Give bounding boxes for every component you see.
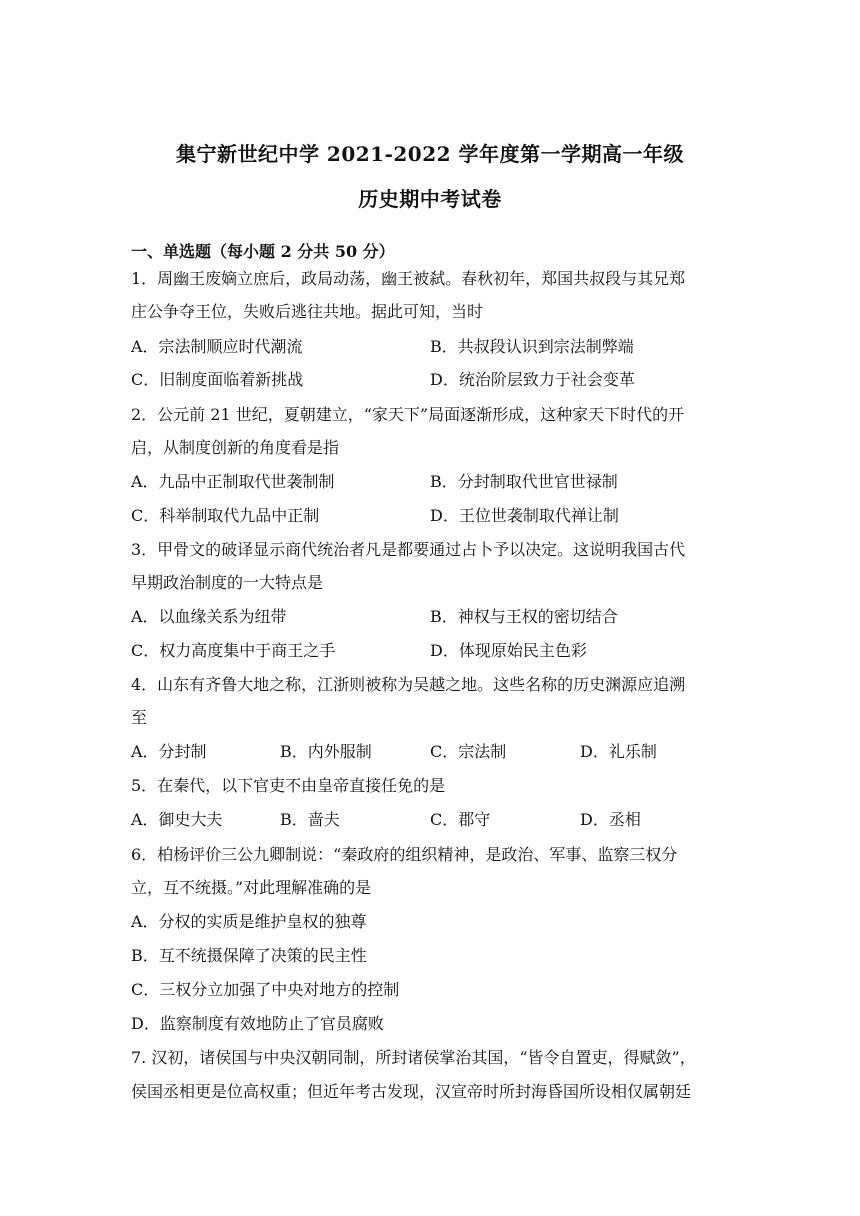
question-2-option-d: D．王位世袭制取代禅让制: [430, 506, 619, 525]
question-3-option-b: B．神权与王权的密切结合: [430, 607, 618, 626]
question-2-option-a: A．九品中正制取代世袭制制: [131, 472, 335, 491]
question-1-option-d: D．统治阶层致力于社会变革: [430, 370, 635, 389]
question-5-option-d: D．丞相: [580, 810, 641, 829]
question-4-option-c: C．宗法制: [430, 742, 507, 761]
question-1-option-b: B．共叔段认识到宗法制弊端: [430, 337, 634, 356]
question-4-option-a: A．分封制: [131, 742, 207, 761]
question-7-line-2: 侯国丞相更是位高权重；但近年考古发现，汉宣帝时所封海昏国所设相仅属朝廷: [131, 1082, 692, 1101]
question-7-line-1: 7. 汉初，诸侯国与中央汉朝同制，所封诸侯掌治其国，“皆令自置吏，得赋敛”，: [131, 1048, 696, 1067]
question-4-line-1: 4．山东有齐鲁大地之称，江浙则被称为吴越之地。这些名称的历史渊源应追溯: [131, 675, 686, 694]
question-3-line-1: 3．甲骨文的破译显示商代统治者凡是都要通过占卜予以决定。这说明我国古代: [131, 540, 686, 559]
question-4-line-2: 至: [131, 708, 148, 727]
question-3-line-2: 早期政治制度的一大特点是: [131, 573, 324, 592]
question-5-option-c: C．郡守: [430, 810, 491, 829]
question-1-line-2: 庄公争夺王位，失败后逃往共地。据此可知，当时: [131, 302, 484, 321]
question-3-option-c: C．权力高度集中于商王之手: [131, 641, 336, 660]
question-2-line-1: 2．公元前 21 世纪，夏朝建立，“家天下”局面逐渐形成，这种家天下时代的开: [131, 405, 685, 424]
question-3-option-d: D．体现原始民主色彩: [430, 641, 587, 660]
question-6-line-1: 6．柏杨评价三公九卿制说：“秦政府的组织精神，是政治、军事、监察三权分: [131, 845, 678, 864]
question-1-option-c: C．旧制度面临着新挑战: [131, 370, 304, 389]
question-5-option-b: B．啬夫: [280, 810, 340, 829]
question-6-option-d: D．监察制度有效地防止了官员腐败: [131, 1014, 384, 1033]
question-4-option-b: B．内外服制: [280, 742, 372, 761]
question-1-option-a: A．宗法制顺应时代潮流: [131, 337, 303, 356]
question-6-option-a: A．分权的实质是维护皇权的独尊: [131, 912, 367, 931]
question-6-option-b: B．互不统摄保障了决策的民主性: [131, 946, 367, 965]
question-2-line-2: 启，从制度创新的角度看是指: [131, 438, 340, 457]
question-1-line-1: 1．周幽王废嫡立庶后，政局动荡，幽王被弑。春秋初年，郑国共叔段与其兄郑: [131, 269, 686, 288]
exam-title: 集宁新世纪中学 2021-2022 学年度第一学期高一年级: [175, 142, 685, 166]
question-3-option-a: A．以血缘关系为纽带: [131, 607, 287, 626]
question-6-option-c: C．三权分立加强了中央对地方的控制: [131, 980, 400, 999]
question-5-option-a: A．御史大夫: [131, 810, 223, 829]
question-2-option-b: B．分封制取代世官世禄制: [430, 472, 618, 491]
exam-subtitle: 历史期中考试卷: [358, 187, 502, 211]
question-2-option-c: C．科举制取代九品中正制: [131, 506, 320, 525]
question-6-line-2: 立，互不统摄。”对此理解准确的是: [131, 878, 372, 897]
question-4-option-d: D．礼乐制: [580, 742, 657, 761]
section-heading: 一、单选题（每小题 2 分共 50 分）: [131, 242, 395, 261]
question-5-line-1: 5．在秦代，以下官吏不由皇帝直接任免的是: [131, 776, 446, 795]
